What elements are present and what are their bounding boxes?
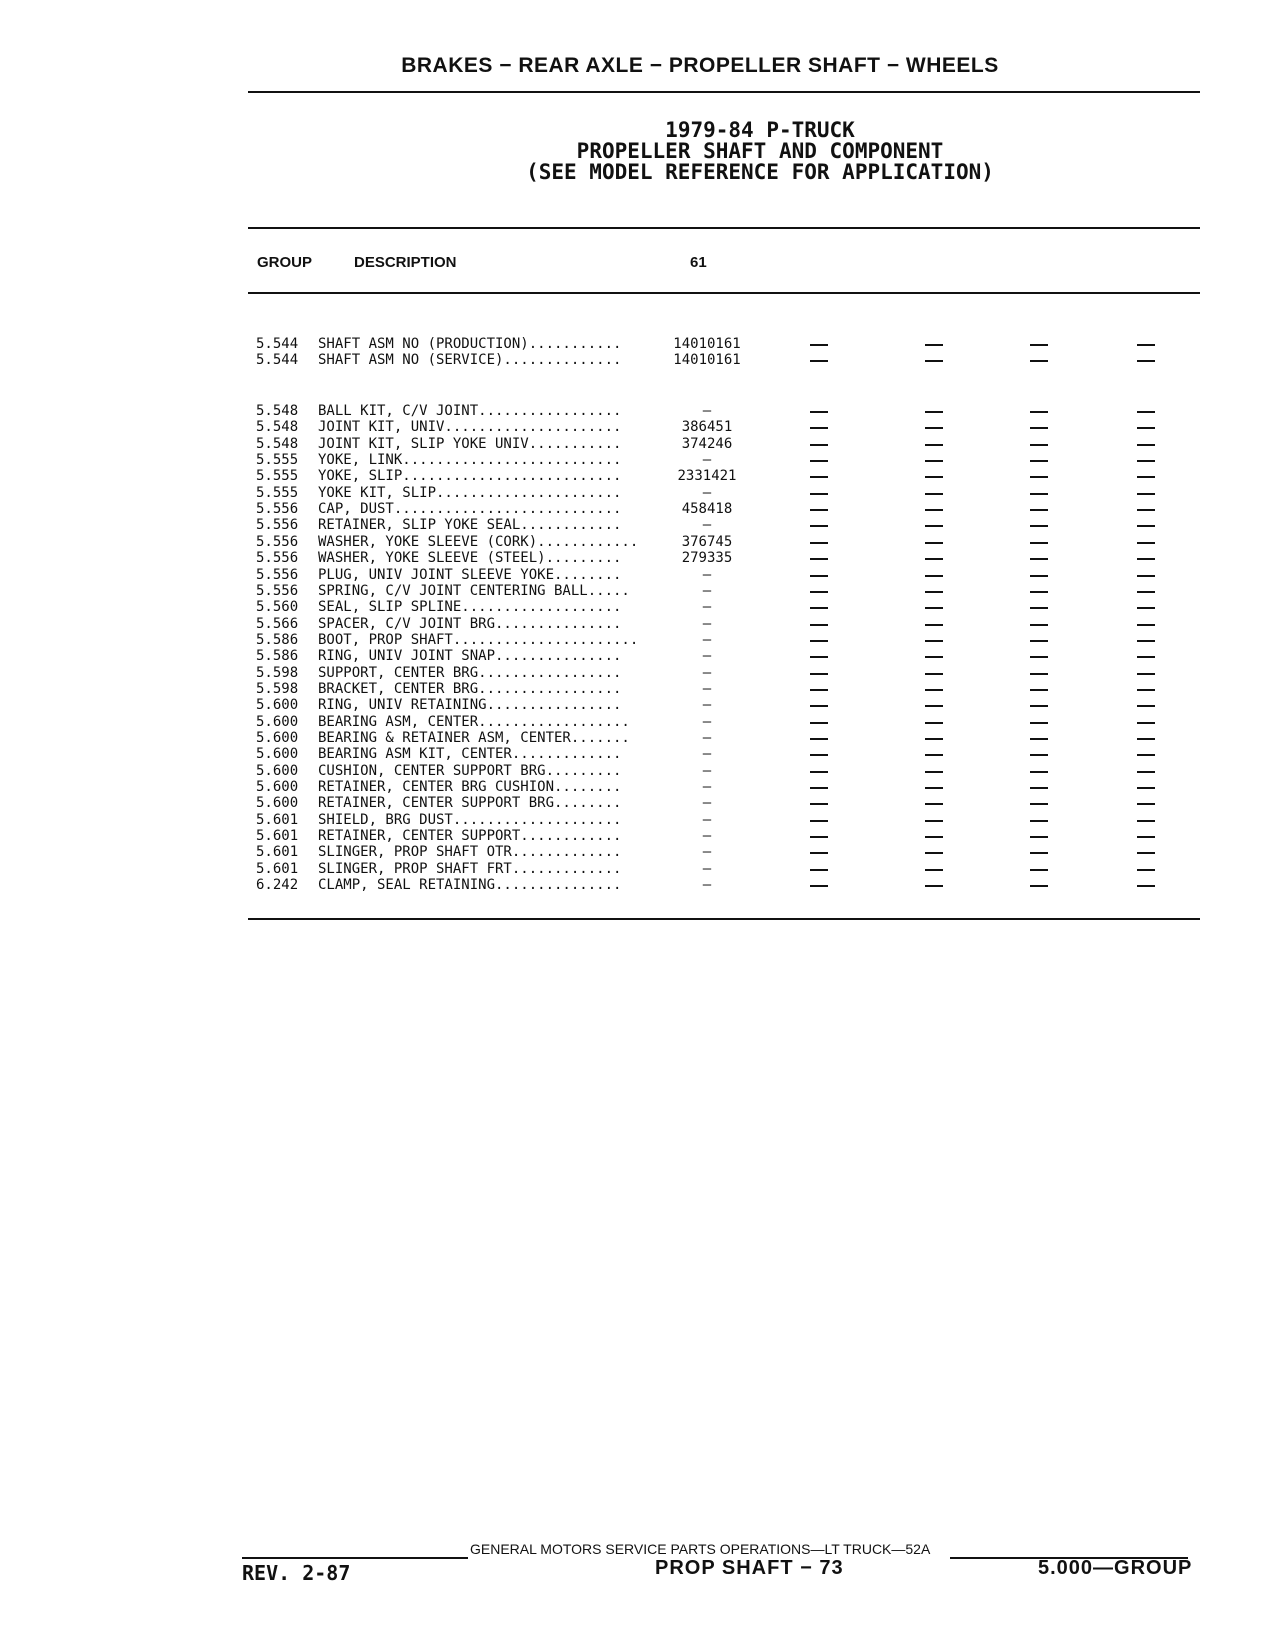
empty-column-dash (1137, 640, 1155, 642)
row-part-number: — (702, 877, 712, 894)
empty-column-dash (925, 509, 943, 511)
row-part-number: — (702, 599, 712, 616)
row-group: 5.556 (256, 550, 299, 567)
empty-column-dash (925, 689, 943, 691)
row-part-number: — (702, 779, 712, 796)
row-group: 5.598 (256, 664, 299, 681)
empty-column-dash (1030, 344, 1048, 346)
empty-column-dash (925, 542, 943, 544)
empty-column-dash (925, 525, 943, 527)
empty-column-dash (925, 885, 943, 887)
row-description: YOKE KIT, SLIP...................... (318, 484, 622, 501)
row-part-number: — (702, 680, 712, 697)
empty-column-dash (810, 803, 828, 805)
table-top-rule (248, 227, 1200, 229)
row-description: WASHER, YOKE SLEEVE (STEEL)......... (318, 550, 622, 567)
table-row (0, 730, 1280, 746)
empty-column-dash (925, 575, 943, 577)
empty-column-dash (925, 558, 943, 560)
row-description: CUSHION, CENTER SUPPORT BRG......... (318, 762, 622, 779)
table-row (0, 534, 1280, 550)
empty-column-dash (1137, 575, 1155, 577)
table-row (0, 779, 1280, 795)
empty-column-dash (1137, 754, 1155, 756)
row-group: 5.600 (256, 762, 299, 779)
empty-column-dash (810, 689, 828, 691)
column-header-description: DESCRIPTION (354, 254, 457, 271)
table-row (0, 468, 1280, 484)
table-row (0, 403, 1280, 419)
table-row (0, 746, 1280, 762)
row-part-number: — (702, 517, 712, 534)
row-group: 5.548 (256, 419, 299, 436)
table-row (0, 452, 1280, 468)
row-description: BEARING & RETAINER ASM, CENTER....... (318, 730, 630, 746)
empty-column-dash (1030, 836, 1048, 838)
row-description: RETAINER, CENTER SUPPORT BRG........ (318, 795, 622, 812)
empty-column-dash (1137, 525, 1155, 527)
row-part-number: 374246 (681, 435, 733, 452)
row-part-number: — (702, 730, 712, 746)
empty-column-dash (1137, 787, 1155, 789)
column-header-group: GROUP (257, 254, 313, 271)
footer-revision: REV. 2-87 (242, 1561, 351, 1585)
row-description: BEARING ASM, CENTER.................. (318, 713, 630, 730)
table-row (0, 763, 1280, 779)
empty-column-dash (1030, 771, 1048, 773)
row-description: SPRING, C/V JOINT CENTERING BALL..... (318, 582, 630, 599)
empty-column-dash (810, 460, 828, 462)
empty-column-dash (1137, 444, 1155, 446)
empty-column-dash (810, 509, 828, 511)
empty-column-dash (1137, 705, 1155, 707)
row-part-number: 279335 (681, 550, 733, 567)
row-group: 5.600 (256, 795, 299, 812)
empty-column-dash (925, 836, 943, 838)
empty-column-dash (810, 705, 828, 707)
empty-column-dash (1030, 640, 1048, 642)
row-part-number: — (702, 828, 712, 845)
row-group: 5.600 (256, 746, 299, 763)
empty-column-dash (1030, 656, 1048, 658)
empty-column-dash (810, 656, 828, 658)
title-line-1: 1979-84 P-TRUCK (665, 118, 855, 142)
empty-column-dash (1030, 493, 1048, 495)
empty-column-dash (810, 558, 828, 560)
empty-column-dash (1030, 722, 1048, 724)
empty-column-dash (1137, 591, 1155, 593)
empty-column-dash (1030, 509, 1048, 511)
row-description: JOINT KIT, SLIP YOKE UNIV........... (318, 435, 622, 452)
row-group: 5.600 (256, 713, 299, 730)
empty-column-dash (1030, 427, 1048, 429)
empty-column-dash (810, 869, 828, 871)
table-row (0, 681, 1280, 697)
table-row (0, 665, 1280, 681)
empty-column-dash (925, 344, 943, 346)
row-part-number: — (702, 566, 712, 583)
table-row (0, 844, 1280, 860)
row-part-number: — (702, 762, 712, 779)
row-part-number: — (702, 582, 712, 599)
table-row (0, 648, 1280, 664)
table-row (0, 436, 1280, 452)
row-part-number: — (702, 746, 712, 763)
empty-column-dash (925, 738, 943, 740)
empty-column-dash (810, 820, 828, 822)
empty-column-dash (810, 722, 828, 724)
table-row (0, 877, 1280, 893)
empty-column-dash (925, 591, 943, 593)
empty-column-dash (1137, 869, 1155, 871)
row-part-number: — (702, 795, 712, 812)
row-part-number: 14010161 (673, 336, 741, 352)
row-description: CAP, DUST........................... (318, 501, 622, 518)
row-description: SLINGER, PROP SHAFT FRT............. (318, 860, 622, 877)
row-part-number: 386451 (681, 419, 733, 436)
empty-column-dash (1030, 591, 1048, 593)
empty-column-dash (1137, 476, 1155, 478)
row-group: 5.586 (256, 648, 299, 665)
empty-column-dash (1137, 673, 1155, 675)
empty-column-dash (1030, 885, 1048, 887)
row-group: 5.601 (256, 860, 299, 877)
row-description: SHIELD, BRG DUST.................... (318, 811, 622, 828)
empty-column-dash (1137, 624, 1155, 626)
empty-column-dash (1137, 460, 1155, 462)
empty-column-dash (925, 705, 943, 707)
table-row (0, 616, 1280, 632)
empty-column-dash (810, 591, 828, 593)
table-header-rule (248, 292, 1200, 294)
empty-column-dash (810, 427, 828, 429)
row-part-number: — (702, 811, 712, 828)
empty-column-dash (925, 771, 943, 773)
row-description: BOOT, PROP SHAFT...................... (318, 631, 639, 648)
empty-column-dash (1137, 885, 1155, 887)
row-part-number: — (702, 631, 712, 648)
empty-column-dash (810, 673, 828, 675)
table-row (0, 795, 1280, 811)
table-row (0, 714, 1280, 730)
empty-column-dash (1137, 738, 1155, 740)
row-description: RETAINER, CENTER SUPPORT............ (318, 828, 622, 845)
empty-column-dash (810, 624, 828, 626)
row-part-number: — (702, 664, 712, 681)
row-part-number: — (702, 697, 712, 714)
empty-column-dash (1030, 673, 1048, 675)
empty-column-dash (810, 575, 828, 577)
empty-column-dash (1137, 722, 1155, 724)
row-description: BEARING ASM KIT, CENTER............. (318, 746, 622, 763)
empty-column-dash (925, 754, 943, 756)
row-group: 5.601 (256, 844, 299, 861)
empty-column-dash (1137, 360, 1155, 362)
empty-column-dash (925, 460, 943, 462)
empty-column-dash (1030, 476, 1048, 478)
table-row (0, 485, 1280, 501)
table-row (0, 352, 1280, 368)
row-group: 5.566 (256, 615, 299, 632)
table-row (0, 599, 1280, 615)
row-part-number: — (702, 844, 712, 861)
row-part-number: — (702, 615, 712, 632)
empty-column-dash (1030, 360, 1048, 362)
empty-column-dash (810, 542, 828, 544)
empty-column-dash (1030, 558, 1048, 560)
empty-column-dash (1137, 411, 1155, 413)
empty-column-dash (1030, 525, 1048, 527)
row-group: 5.560 (256, 599, 299, 616)
empty-column-dash (1030, 689, 1048, 691)
empty-column-dash (1030, 624, 1048, 626)
row-description: SHAFT ASM NO (PRODUCTION)........... (318, 336, 622, 352)
empty-column-dash (1030, 460, 1048, 462)
empty-column-dash (810, 640, 828, 642)
row-part-number: — (702, 860, 712, 877)
row-description: CLAMP, SEAL RETAINING............... (318, 877, 622, 894)
empty-column-dash (925, 624, 943, 626)
row-description: YOKE, LINK.......................... (318, 452, 622, 469)
empty-column-dash (810, 885, 828, 887)
title-line-2: PROPELLER SHAFT AND COMPONENT (576, 139, 944, 163)
row-group: 5.544 (256, 336, 299, 352)
empty-column-dash (1030, 803, 1048, 805)
row-part-number: — (702, 452, 712, 469)
empty-column-dash (925, 493, 943, 495)
row-description: JOINT KIT, UNIV..................... (318, 419, 622, 436)
empty-column-dash (1030, 754, 1048, 756)
empty-column-dash (925, 607, 943, 609)
empty-column-dash (810, 787, 828, 789)
empty-column-dash (1030, 852, 1048, 854)
row-description: SLINGER, PROP SHAFT OTR............. (318, 844, 622, 861)
empty-column-dash (925, 411, 943, 413)
empty-column-dash (810, 754, 828, 756)
row-group: 5.600 (256, 730, 299, 746)
empty-column-dash (925, 722, 943, 724)
row-description: WASHER, YOKE SLEEVE (CORK)............ (318, 533, 639, 550)
row-group: 5.586 (256, 631, 299, 648)
empty-column-dash (1137, 852, 1155, 854)
empty-column-dash (810, 411, 828, 413)
empty-column-dash (1030, 738, 1048, 740)
row-part-number: 2331421 (677, 468, 737, 485)
empty-column-dash (1137, 656, 1155, 658)
row-group: 5.555 (256, 468, 299, 485)
row-group: 5.555 (256, 452, 299, 469)
empty-column-dash (1030, 542, 1048, 544)
row-group: 5.601 (256, 811, 299, 828)
empty-column-dash (810, 738, 828, 740)
row-group: 5.555 (256, 484, 299, 501)
empty-column-dash (925, 787, 943, 789)
row-group: 5.601 (256, 828, 299, 845)
empty-column-dash (925, 673, 943, 675)
row-description: YOKE, SLIP.......................... (318, 468, 622, 485)
row-description: SHAFT ASM NO (SERVICE).............. (318, 352, 622, 369)
empty-column-dash (925, 869, 943, 871)
empty-column-dash (810, 771, 828, 773)
empty-column-dash (810, 852, 828, 854)
empty-column-dash (1030, 869, 1048, 871)
table-row (0, 517, 1280, 533)
title-block (300, 120, 1220, 183)
row-group: 5.600 (256, 779, 299, 796)
table-row (0, 632, 1280, 648)
empty-column-dash (925, 427, 943, 429)
row-part-number: 458418 (681, 501, 733, 518)
empty-column-dash (1030, 575, 1048, 577)
table-row (0, 550, 1280, 566)
table-row (0, 828, 1280, 844)
row-description: SPACER, C/V JOINT BRG............... (318, 615, 622, 632)
table-row (0, 812, 1280, 828)
table-row (0, 419, 1280, 435)
empty-column-dash (810, 444, 828, 446)
table-row (0, 567, 1280, 583)
empty-column-dash (1030, 607, 1048, 609)
column-header-model-61: 61 (690, 254, 707, 271)
empty-column-dash (810, 360, 828, 362)
empty-column-dash (1030, 705, 1048, 707)
empty-column-dash (810, 476, 828, 478)
empty-column-dash (1137, 493, 1155, 495)
row-description: BRACKET, CENTER BRG................. (318, 680, 622, 697)
empty-column-dash (925, 656, 943, 658)
row-description: RETAINER, CENTER BRG CUSHION........ (318, 779, 622, 796)
table-row (0, 697, 1280, 713)
empty-column-dash (1137, 803, 1155, 805)
row-group: 5.556 (256, 582, 299, 599)
empty-column-dash (810, 525, 828, 527)
empty-column-dash (925, 360, 943, 362)
row-group: 5.544 (256, 352, 299, 369)
empty-column-dash (925, 444, 943, 446)
row-part-number: 376745 (681, 533, 733, 550)
footer-group: 5.000—GROUP (1038, 1557, 1193, 1579)
row-description: BALL KIT, C/V JOINT................. (318, 403, 622, 419)
empty-column-dash (925, 852, 943, 854)
row-description: SEAL, SLIP SPLINE................... (318, 599, 622, 616)
empty-column-dash (810, 493, 828, 495)
row-group: 5.598 (256, 680, 299, 697)
row-part-number: — (702, 648, 712, 665)
empty-column-dash (1137, 427, 1155, 429)
row-group: 5.600 (256, 697, 299, 714)
empty-column-dash (925, 820, 943, 822)
row-group: 5.556 (256, 517, 299, 534)
empty-column-dash (925, 640, 943, 642)
empty-column-dash (1030, 444, 1048, 446)
empty-column-dash (1030, 820, 1048, 822)
row-group: 5.556 (256, 501, 299, 518)
table-bottom-rule (248, 918, 1200, 920)
empty-column-dash (1137, 820, 1155, 822)
row-group: 6.242 (256, 877, 299, 894)
title-line-3: (SEE MODEL REFERENCE FOR APPLICATION) (526, 160, 994, 184)
table-row (0, 336, 1280, 352)
row-description: SUPPORT, CENTER BRG................. (318, 664, 622, 681)
row-part-number: — (702, 484, 712, 501)
empty-column-dash (1137, 836, 1155, 838)
section-title: BRAKES − REAR AXLE − PROPELLER SHAFT − WHEELS (401, 54, 999, 77)
empty-column-dash (1137, 542, 1155, 544)
empty-column-dash (925, 476, 943, 478)
row-description: PLUG, UNIV JOINT SLEEVE YOKE........ (318, 566, 622, 583)
row-description: RETAINER, SLIP YOKE SEAL............ (318, 517, 622, 534)
empty-column-dash (810, 344, 828, 346)
row-part-number: 14010161 (673, 352, 741, 369)
empty-column-dash (810, 607, 828, 609)
empty-column-dash (1030, 411, 1048, 413)
empty-column-dash (1137, 344, 1155, 346)
row-group: 5.556 (256, 566, 299, 583)
empty-column-dash (1030, 787, 1048, 789)
empty-column-dash (925, 803, 943, 805)
row-description: RING, UNIV JOINT SNAP............... (318, 648, 622, 665)
empty-column-dash (1137, 558, 1155, 560)
table-row (0, 583, 1280, 599)
row-description: RING, UNIV RETAINING................ (318, 697, 622, 714)
row-group: 5.548 (256, 403, 299, 419)
empty-column-dash (1137, 689, 1155, 691)
footer-publisher: GENERAL MOTORS SERVICE PARTS OPERATIONS—LT TRUCK—52A (470, 1541, 931, 1557)
empty-column-dash (1137, 607, 1155, 609)
table-row (0, 501, 1280, 517)
row-group: 5.548 (256, 435, 299, 452)
empty-column-dash (810, 836, 828, 838)
footer-page-number: PROP SHAFT − 73 (655, 1557, 844, 1579)
row-group: 5.556 (256, 533, 299, 550)
row-part-number: — (702, 713, 712, 730)
row-part-number: — (702, 403, 712, 419)
header-rule (248, 91, 1200, 93)
empty-column-dash (1137, 509, 1155, 511)
table-row (0, 861, 1280, 877)
empty-column-dash (1137, 771, 1155, 773)
